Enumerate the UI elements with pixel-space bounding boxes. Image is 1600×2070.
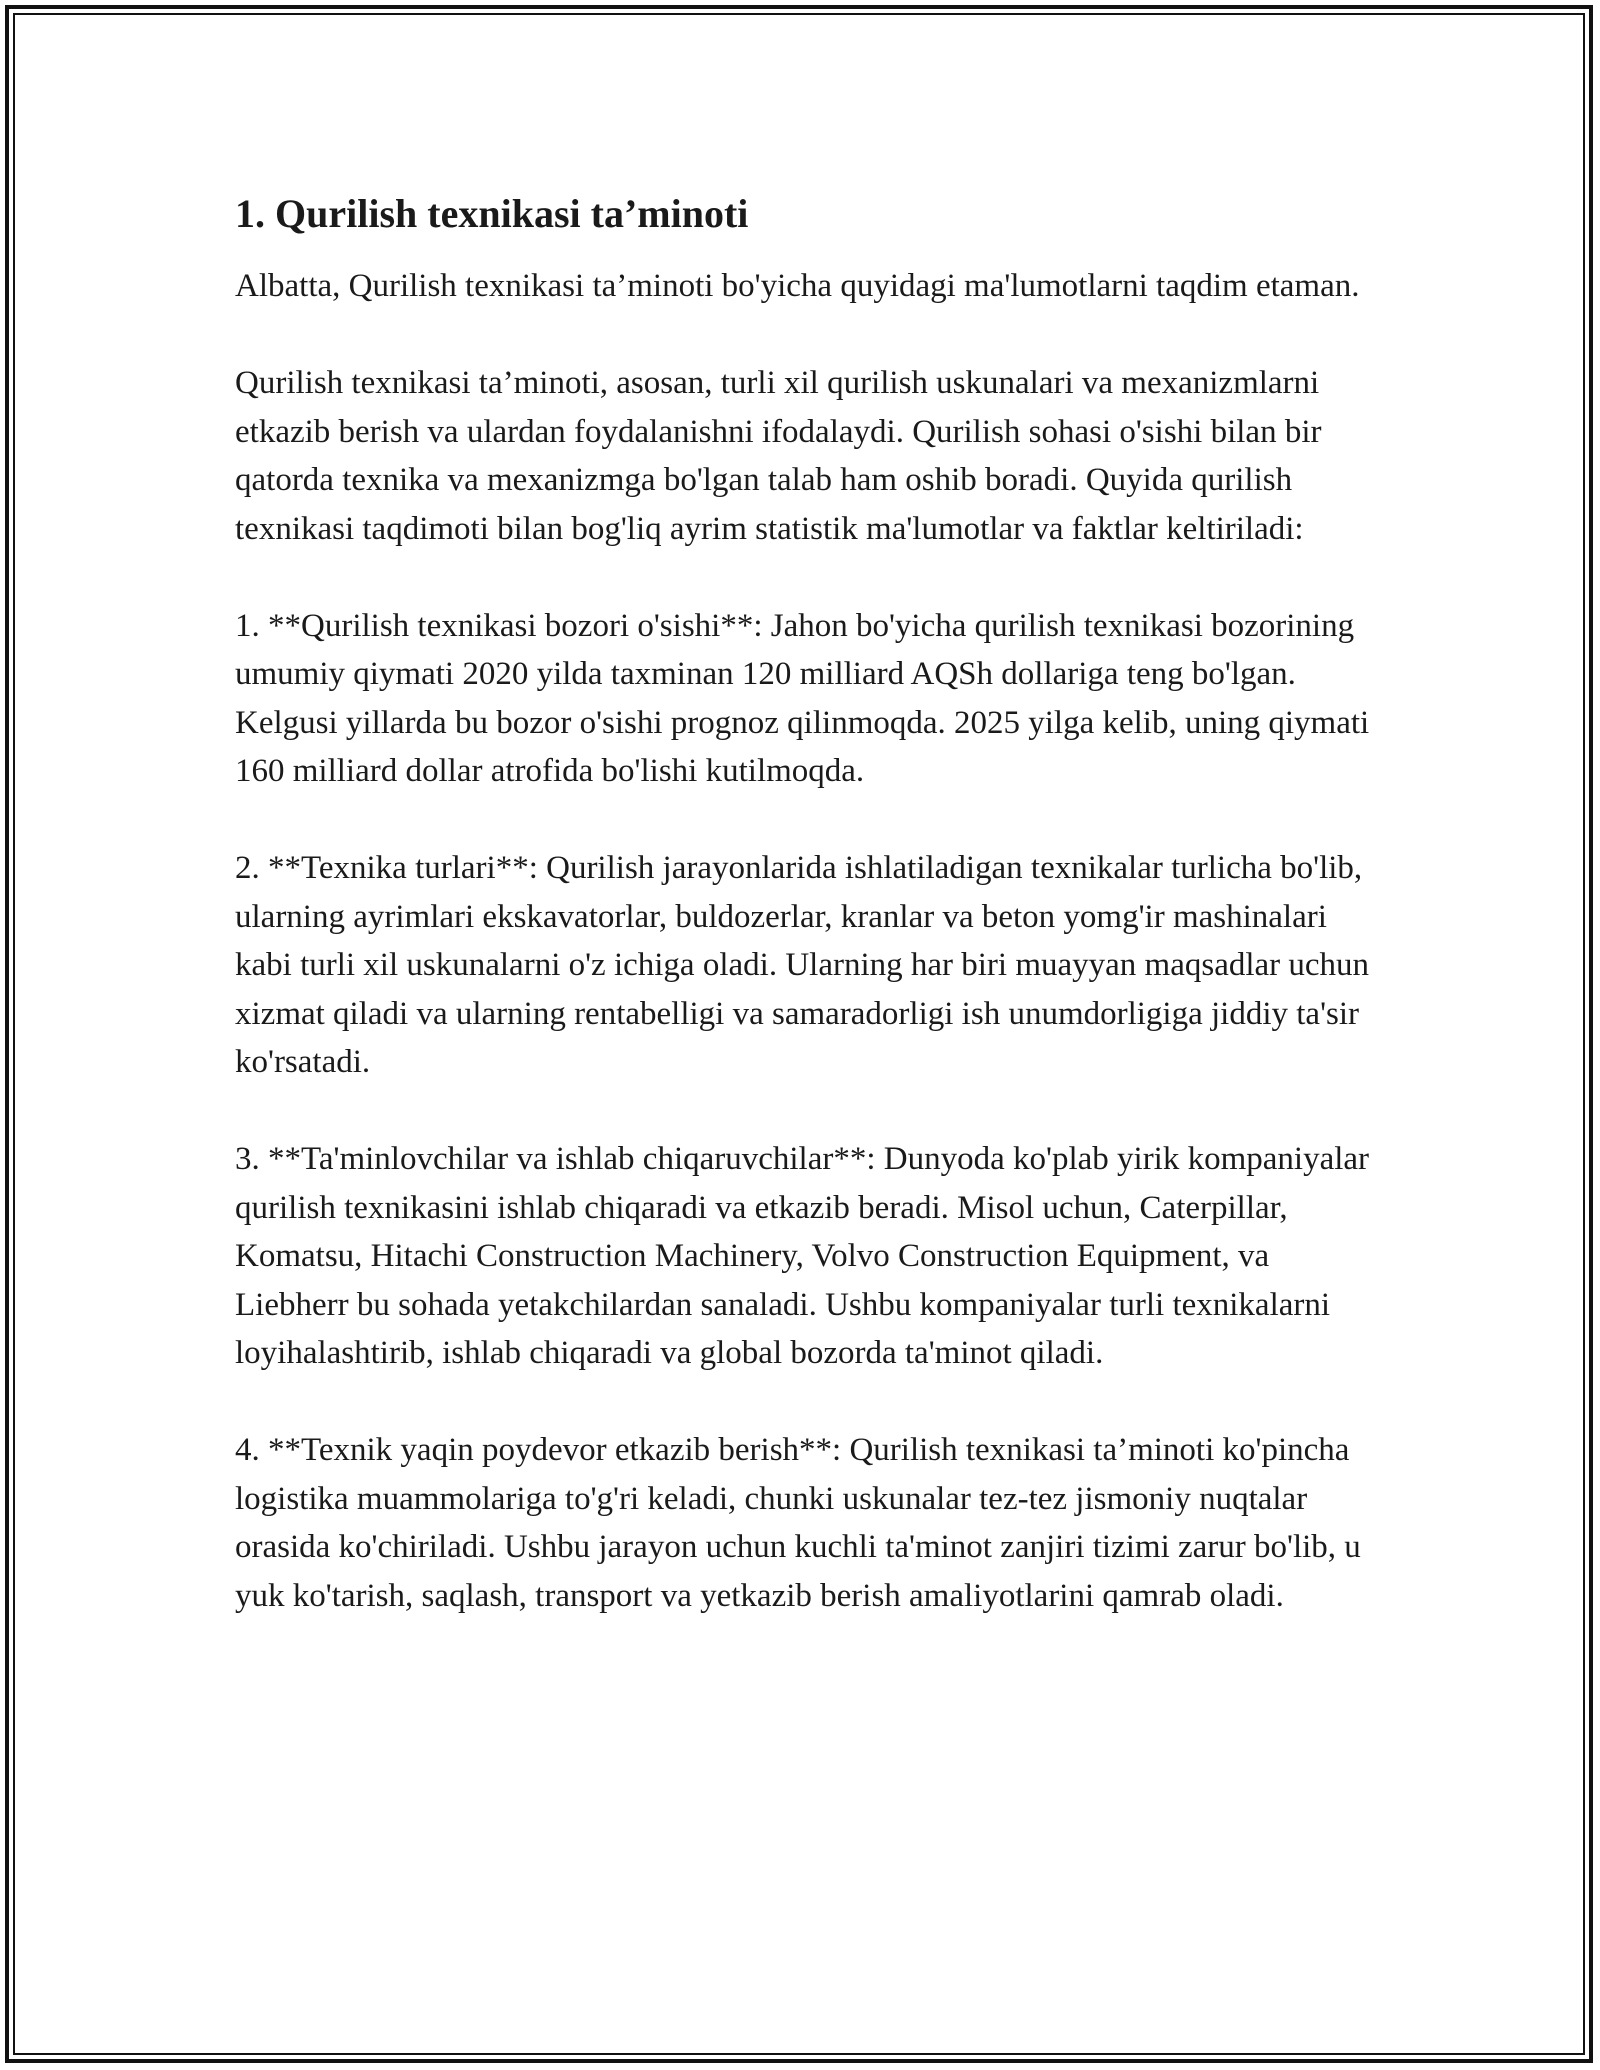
intro-paragraph: Albatta, Qurilish texnikasi ta’minoti bo'yicha quyidagi ma'lumotlarni taqdim etaman. — [235, 268, 1360, 304]
list-item-suppliers-manufacturers: 3. **Ta'minlovchilar va ishlab chiqaruvchilar**: Dunyoda ko'plab yirik kompaniyalar qurilish texnikasini ishlab chiqaradi va etkazib beradi. Misol uchun, Caterpillar, Komatsu, Hitachi Construction Machinery, Volvo Construction Equipment, va Liebherr bu sohada yetakchilardan sanaladi. Ushbu kompaniyalar turli texnikalarni loyihalashtirib, ishlab chiqaradi va global bozorda ta'minot qiladi. — [235, 1141, 1370, 1371]
list-item-equipment-types: 2. **Texnika turlari**: Qurilish jarayonlarida ishlatiladigan texnikalar turlicha bo'lib, ularning ayrimlari ekskavatorlar, buldozerlar, kranlar va beton yomg'ir mashinalari kabi turli xil uskunalarni o'z ichiga oladi. Ularning har biri muayyan maqsadlar uchun xizmat qiladi va ularning rentabelligi va samaradorligi ish unumdorligiga jiddiy ta'sir ko'rsatadi. — [235, 850, 1370, 1080]
document-body — [235, 186, 1375, 1669]
overview-paragraph: Qurilish texnikasi ta’minoti, asosan, turli xil qurilish uskunalari va mexanizmlarni etkazib berish va ulardan foydalanishni ifodalaydi. Qurilish sohasi o'sishi bilan bir qatorda texnika va mexanizmga bo'lgan talab ham oshib boradi. Quyida qurilish texnikasi taqdimoti bilan bog'liq ayrim statistik ma'lumotlar va faktlar keltiriladi: — [235, 365, 1322, 547]
list-item-logistics-delivery: 4. **Texnik yaqin poydevor etkazib berish**: Qurilish texnikasi ta’minoti ko'pincha logistika muammolariga to'g'ri keladi, chunki uskunalar tez-tez jismoniy nuqtalar orasida ko'chiriladi. Ushbu jarayon uchun kuchli ta'minot zanjiri tizimi zarur bo'lib, u yuk ko'tarish, saqlash, transport va yetkazib berish amaliyotlarini qamrab oladi. — [235, 1432, 1361, 1614]
list-item-market-growth: 1. **Qurilish texnikasi bozori o'sishi**: Jahon bo'yicha qurilish texnikasi bozorining umumiy qiymati 2020 yilda taxminan 120 milliard AQSh dollariga teng bo'lgan. Kelgusi yillarda bu bozor o'sishi prognoz qilinmoqda. 2025 yilga kelib, uning qiymati 160 milliard dollar atrofida bo'lishi kutilmoqda. — [235, 607, 1370, 789]
document-title: 1. Qurilish texnikasi ta’minoti — [235, 191, 749, 236]
